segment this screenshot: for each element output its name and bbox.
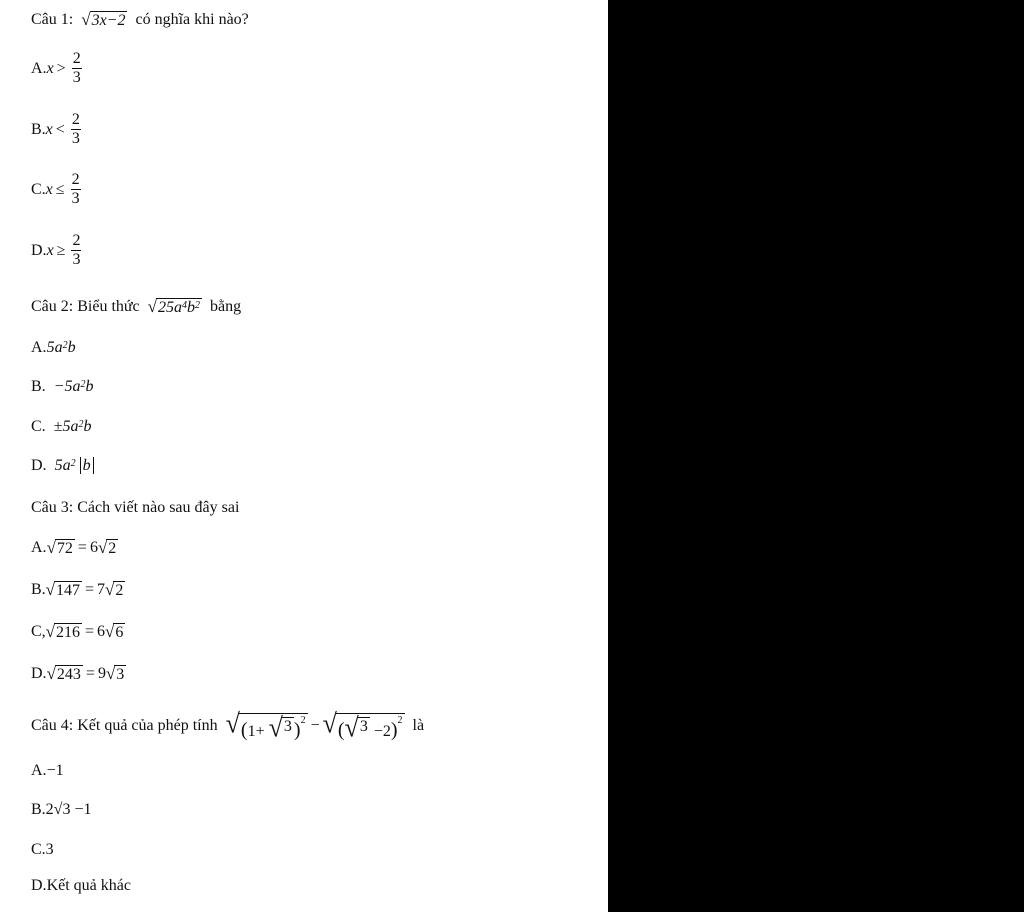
question-2-radical: √ $25a^4b^2$ <box>147 297 200 316</box>
q3-option-a-left-radical: √ 72 <box>46 538 73 557</box>
fraction-numerator: 2 <box>72 232 81 249</box>
q2-option-a-label: A. <box>31 339 47 356</box>
question-4-first-radical: √ (1+ √ 3 )$^2$ <box>225 708 306 743</box>
q4-option-d <box>31 876 131 896</box>
q1-option-b-fraction <box>71 111 81 148</box>
q2-option-b <box>31 377 93 397</box>
fraction-denominator: 3 <box>72 251 81 268</box>
q3-option-d-left-radical: √ 243 <box>46 664 81 683</box>
question-1-label: Câu 1: <box>31 11 74 28</box>
question-4-label: Câu 4: Kết quả của phép tính <box>31 717 218 734</box>
question-1 <box>31 10 249 30</box>
q2-option-c <box>31 417 91 437</box>
fraction-denominator: 3 <box>71 190 80 207</box>
q4-option-a <box>31 761 64 781</box>
q1-option-d-label: D. <box>31 241 47 259</box>
fraction-numerator: 2 <box>72 50 81 67</box>
q4-option-a-label: A. <box>31 762 47 779</box>
q1-option-a-label: A. <box>31 59 47 77</box>
q1-option-d-var: x <box>46 241 54 259</box>
black-panel <box>608 0 1024 912</box>
q3-option-b: B. √ 147 = 7 √ 2 <box>31 580 124 599</box>
fraction-denominator: 3 <box>71 130 80 147</box>
q1-option-b-rel: < <box>55 120 65 138</box>
q1-option-d-fraction <box>71 232 81 269</box>
q1-option-a-var: x <box>46 59 54 77</box>
q1-option-a <box>31 50 82 87</box>
q4-option-b-value: 2√3 −1 <box>45 801 92 818</box>
q1-option-b <box>31 111 81 148</box>
q4-option-b-label: B. <box>31 801 46 818</box>
q4-option-c <box>31 840 54 860</box>
question-3-label: Câu 3: Cách viết nào sau đây sai <box>31 499 240 516</box>
question-1-text: có nghĩa khi nào? <box>135 11 249 28</box>
question-2-text: bằng <box>210 298 242 315</box>
q1-option-b-label: B. <box>31 120 46 138</box>
q3-option-c-left-radical: √ 216 <box>45 622 81 641</box>
question-2-label: Câu 2: Biểu thức <box>31 298 140 315</box>
q3-option-a: A. √ 72 = 6 √ 2 <box>31 538 117 557</box>
q3-option-d: D. √ 243 = 9 √ 3 <box>31 664 125 683</box>
q3-option-c-label: C, <box>31 623 46 640</box>
question-2-radicand: $25a^4b^2$ <box>158 299 200 316</box>
q2-option-c-expression: $\pm 5a^2b$ <box>53 418 92 435</box>
fraction-numerator: 2 <box>71 171 80 188</box>
question-3 <box>31 498 239 518</box>
question-4-text: là <box>412 717 425 734</box>
q1-option-c-var: x <box>45 180 53 198</box>
q3-option-b-label: B. <box>31 581 46 598</box>
q1-option-a-rel: > <box>56 59 66 77</box>
q1-option-a-fraction <box>72 50 82 87</box>
q2-option-b-expression: $-5a^2b$ <box>53 378 94 395</box>
q1-option-c-label: C. <box>31 180 46 198</box>
q2-option-a-expression: $5a^2b$ <box>46 339 76 356</box>
q2-option-a <box>31 338 76 358</box>
q1-option-c-rel: ≤ <box>55 180 65 198</box>
q4-option-d-label: D. <box>31 877 47 894</box>
fraction-numerator: 2 <box>71 111 80 128</box>
q2-option-c-label: C. <box>31 418 46 435</box>
q1-option-c-fraction <box>71 171 81 208</box>
q3-option-a-label: A. <box>31 539 47 556</box>
q4-option-c-value: 3 <box>45 841 54 858</box>
q3-option-d-label: D. <box>31 665 47 682</box>
q2-option-d-expression: $5a^2$ b <box>55 456 94 476</box>
q1-option-d-rel: ≥ <box>56 241 66 259</box>
q4-option-d-value: Kết quả khác <box>46 877 131 894</box>
q3-option-b-left-radical: √ 147 <box>45 580 81 599</box>
q2-option-d <box>31 456 94 476</box>
q4-option-a-value: −1 <box>46 762 64 779</box>
question-4: Câu 4: Kết quả của phép tính √ (1+ √ 3 )$^2$ − √ ( √ 3 −2)$^2$ là <box>31 708 425 743</box>
q1-option-c <box>31 171 81 208</box>
question-2 <box>31 297 241 317</box>
q1-option-b-var: x <box>45 120 53 138</box>
fraction-denominator: 3 <box>72 69 81 86</box>
q3-option-c: C, √ 216 = 6 √ 6 <box>31 622 124 641</box>
q3-option-a-right-radical: √ 2 <box>97 538 117 557</box>
q2-option-b-label: B. <box>31 378 46 395</box>
q3-option-c-right-radical: √ 6 <box>105 622 124 641</box>
q1-option-d <box>31 232 81 269</box>
question-1-radicand: 3x−2 <box>91 12 126 29</box>
q2-option-d-label: D. <box>31 457 47 474</box>
question-1-radical: √ 3x−2 <box>81 10 126 29</box>
q4-option-b <box>31 800 91 820</box>
question-4-second-radical: √ ( √ 3 −2)$^2$ <box>322 708 403 743</box>
q3-option-b-right-radical: √ 2 <box>105 580 124 599</box>
q3-option-d-right-radical: √ 3 <box>105 664 125 683</box>
q4-option-c-label: C. <box>31 841 46 858</box>
